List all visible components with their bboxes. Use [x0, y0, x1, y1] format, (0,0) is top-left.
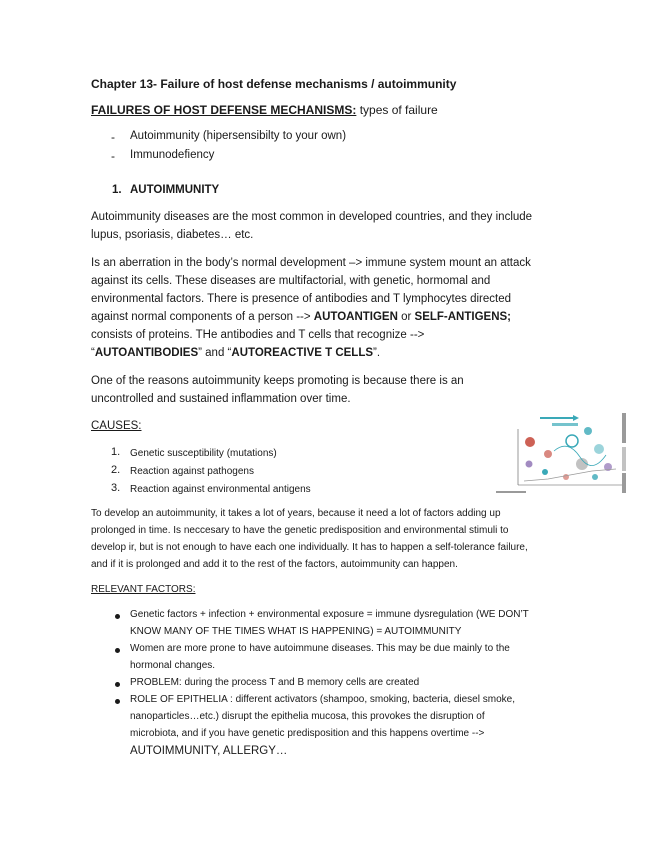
- text-run: “: [91, 347, 95, 359]
- term-autoantigen: AUTOANTIGEN: [313, 311, 398, 323]
- bullet-marker: [115, 682, 120, 687]
- text-run: against normal components of a person -->: [91, 311, 314, 323]
- list-number: 3.: [111, 482, 121, 494]
- paragraph-line: develop ir, but is not enough to have each one individually. It has to happen a self-tolerance failure,: [91, 542, 528, 553]
- relevant-factors-heading: RELEVANT FACTORS:: [91, 584, 196, 595]
- figure-cell-teal: [584, 427, 592, 435]
- bullet-line: ROLE OF EPITHELIA : different activators (shampoo, smoking, bacteria, diesel smoke,: [130, 694, 515, 705]
- term-self-antigens: SELF-ANTIGENS;: [414, 311, 512, 323]
- figure-sidebar: [622, 413, 626, 443]
- dash-marker: -: [111, 130, 115, 144]
- paragraph-line: environmental factors. There is presence of antibodies and T lymphocytes directed: [91, 293, 511, 305]
- failures-heading-label: FAILURES OF HOST DEFENSE MECHANISMS:: [91, 103, 357, 117]
- paragraph-line: [91, 311, 511, 323]
- paragraph-line: uncontrolled and sustained inflammation over time.: [91, 393, 351, 405]
- bullet-line: AUTOIMMUNITY, ALLERGY…: [130, 745, 288, 757]
- section-title: AUTOIMMUNITY: [130, 184, 220, 196]
- figure-label-bar: [552, 423, 578, 426]
- figure-cell-red: [563, 474, 569, 480]
- text-run: ”.: [373, 347, 381, 359]
- paragraph-line: consists of proteins. THe antibodies and T cells that recognize -->: [91, 329, 425, 341]
- bullet-line: Genetic factors + infection + environmental exposure = immune dysregulation (WE DON’T: [130, 609, 529, 620]
- text-run: ” and “: [198, 347, 232, 359]
- paragraph-line: lupus, psoriasis, diabetes… etc.: [91, 229, 254, 241]
- bullet-line: microbiota, and if you have genetic predisposition and this happens overtime -->: [130, 728, 485, 739]
- term-autoantibodies: AUTOANTIBODIES: [94, 347, 199, 359]
- figure-cell-red: [525, 437, 535, 447]
- paragraph-line: against its cells. These diseases are multifactorial, with genetic, hormomal and: [91, 275, 491, 287]
- paragraph-line: To develop an autoimmunity, it takes a lot of years, because it need a lot of factors adding up: [91, 508, 501, 519]
- bullet-marker: [115, 648, 120, 653]
- list-number: 2.: [111, 464, 121, 476]
- list-number: 1.: [111, 446, 121, 458]
- list-item: Autoimmunity (hipersensibilty to your own): [130, 130, 347, 142]
- bullet-marker: [115, 614, 120, 619]
- failures-heading-rest: types of failure: [356, 103, 438, 117]
- autoimmunity-figure: [488, 409, 629, 499]
- term-autoreactive-t-cells: AUTOREACTIVE T CELLS: [231, 347, 374, 359]
- figure-cell-teal: [592, 474, 598, 480]
- figure-caption-bar: [496, 491, 526, 493]
- bullet-line: nanoparticles…etc.) disrupt the epithelia mucosa, this provokes the disruption of: [130, 711, 485, 722]
- figure-sidebar: [622, 473, 626, 493]
- paragraph-line: [91, 347, 380, 359]
- bullet-line: KNOW MANY OF THE TIMES WHAT IS HAPPENING) = AUTOIMMUNITY: [130, 626, 462, 637]
- dash-marker: -: [111, 149, 115, 163]
- figure-cell-teal: [594, 444, 604, 454]
- figure-cell-teal: [542, 469, 548, 475]
- bullet-line: hormonal changes.: [130, 660, 216, 671]
- figure-cell-red: [544, 450, 552, 458]
- bullet-line: PROBLEM: during the process T and B memory cells are created: [130, 677, 420, 688]
- cause-item: Reaction against pathogens: [130, 466, 254, 477]
- causes-heading: CAUSES:: [91, 420, 142, 432]
- paragraph-line: and if it is prolonged and add it to the rest of the factors, autoimmunity can happen.: [91, 559, 458, 570]
- paragraph-line: Is an aberration in the body’s normal development –> immune system mount an attack: [91, 257, 531, 269]
- cause-item: Genetic susceptibility (mutations): [130, 448, 277, 459]
- figure-sidebar: [622, 447, 626, 471]
- bullet-line: Women are more prone to have autoimmune diseases. This may be due mainly to the: [130, 643, 510, 654]
- text-run: or: [397, 311, 415, 323]
- figure-cell-purple: [526, 461, 533, 468]
- failures-heading: [91, 103, 438, 117]
- cause-item: Reaction against environmental antigens: [130, 484, 311, 495]
- section-number: 1.: [112, 184, 122, 196]
- paragraph-line: One of the reasons autoimmunity keeps promoting is because there is an: [91, 375, 464, 387]
- list-item: Immunodefiency: [130, 149, 215, 161]
- bullet-marker: [115, 699, 120, 704]
- paragraph-line: prolonged in time. Is neccesary to have the genetic predisposition and environmental stimuli to: [91, 525, 509, 536]
- paragraph-line: Autoimmunity diseases are the most common in developed countries, and they include: [91, 211, 533, 223]
- page-title: Chapter 13- Failure of host defense mechanisms / autoimmunity: [91, 77, 457, 91]
